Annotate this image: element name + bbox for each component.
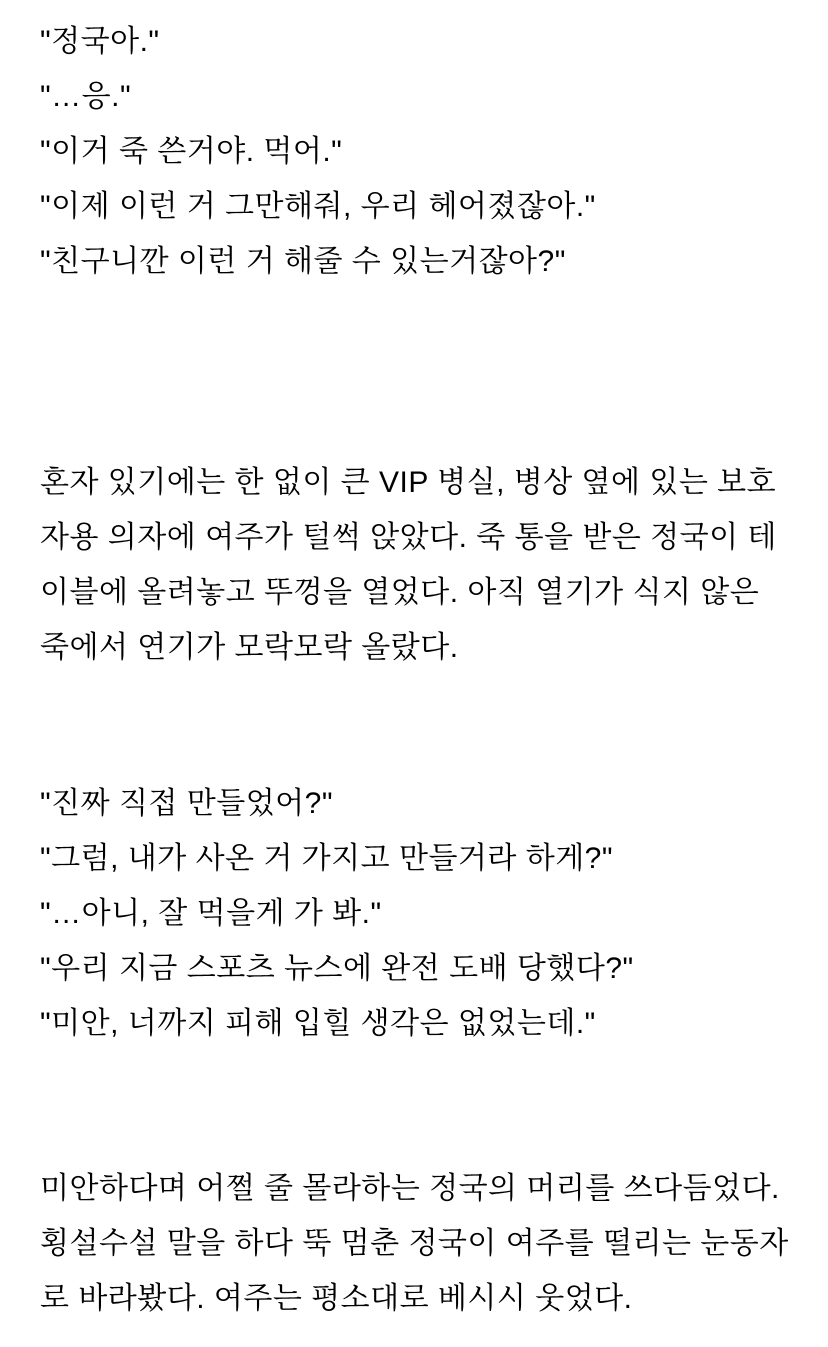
dialogue-line: "미안, 너까지 피해 입힐 생각은 없었는데." (40, 1007, 596, 1040)
dialogue-line: "이거 죽 쓴거야. 먹어." (40, 135, 343, 168)
dialogue-line: "…아니, 잘 먹을게 가 봐." (40, 897, 382, 930)
dialogue-block-1 (40, 14, 790, 289)
dialogue-block-2 (40, 776, 790, 1051)
dialogue-line: "진짜 직접 만들었어?" (40, 787, 333, 820)
narration-paragraph-1: 혼자 있기에는 한 없이 큰 VIP 병실, 병상 옆에 있는 보호자용 의자에 여주가 털썩 앉았다. 죽 통을 받은 정국이 테이블에 올려놓고 뚜껑을 열었다. 아직 열기가 식지 않은 죽에서 연기가 모락모락 올랐다. (40, 466, 777, 664)
dialogue-line: "그럼, 내가 사온 거 가지고 만들거라 하게?" (40, 842, 614, 875)
dialogue-line: "이제 이런 거 그만해줘, 우리 헤어졌잖아." (40, 190, 596, 223)
dialogue-line: "우리 지금 스포츠 뉴스에 완전 도배 당했다?" (40, 952, 634, 985)
dialogue-line: "친구니깐 이런 거 해줄 수 있는거잖아?" (40, 245, 566, 278)
dialogue-line: "정국아." (40, 25, 160, 58)
narration-paragraph-2: 미안하다며 어쩔 줄 몰라하는 정국의 머리를 쓰다듬었다. 횡설수설 말을 하다 뚝 멈춘 정국이 여주를 떨리는 눈동자로 바라봤다. 여주는 평소대로 베시시 웃었다. (40, 1172, 789, 1315)
dialogue-line: "…응." (40, 80, 132, 113)
